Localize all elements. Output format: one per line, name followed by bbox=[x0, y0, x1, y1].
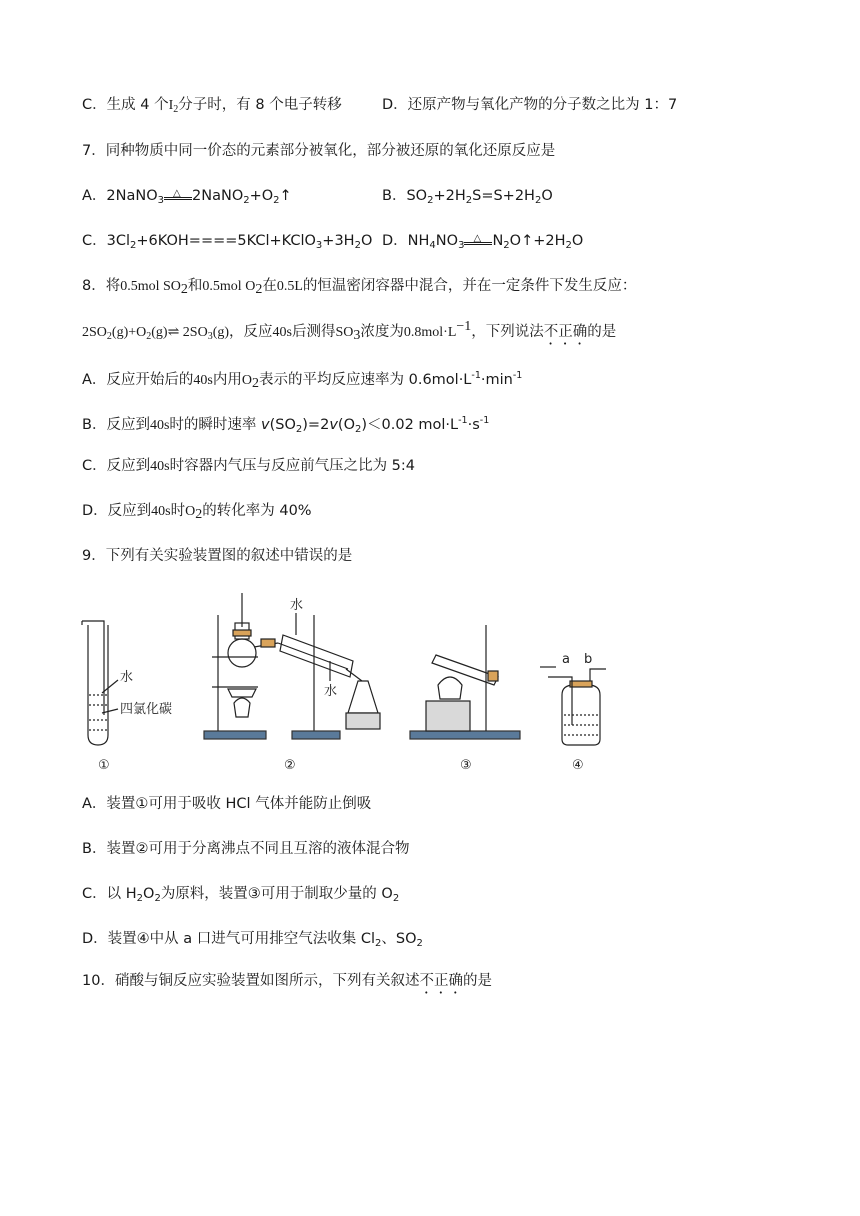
q7-option-d: D．$NH_4NO_3$ △ $N_2O↑+2H_2O$ bbox=[382, 233, 584, 251]
q8-stem-line2: $2SO_2(g)+O_2(g)\rightleftharpoons$ $2SO_3(g)$，反应40s后测得$SO_3$浓度为$0.8mol\cdot L^{-1}$，下列说法不正确的是 bbox=[82, 319, 617, 343]
q6-option-c: C．生成 4 个$I_2$分子时，有 8 个电子转移 bbox=[82, 97, 342, 115]
label-water-side: 水 bbox=[324, 684, 338, 699]
heat-condition-icon: △ bbox=[164, 187, 192, 201]
figure-label-1: ① bbox=[98, 758, 110, 773]
q9-option-b: B．装置②可用于分离沸点不同且互溶的液体混合物 bbox=[82, 841, 410, 857]
label-ccl4: 四氯化碳 bbox=[120, 702, 173, 717]
q7-stem: 7．同种物质中同一价态的元素部分被氧化，部分被还原的氧化还原反应是 bbox=[82, 143, 556, 159]
emphasis-not-correct: 不正确 bbox=[543, 324, 588, 340]
q9-option-d: D．装置④中从 a 口进气可用排空气法收集 $Cl_2$、$SO_2$ bbox=[82, 931, 423, 949]
figure-label-3: ③ bbox=[460, 758, 472, 773]
q9-apparatus-figure bbox=[78, 585, 608, 775]
apparatus-4-gas-bottle bbox=[540, 667, 606, 745]
figure-label-2: ② bbox=[284, 758, 296, 773]
apparatus-2-distillation bbox=[204, 593, 380, 739]
q8-option-a: A．反应开始后的40s内用$O_2$表示的平均反应速率为 $0.6mol\cdot L^{-1}\cdot\min^{-1}$ bbox=[82, 370, 523, 391]
q10-stem: 10．硝酸与铜反应实验装置如图所示，下列有关叙述不正确的是 bbox=[82, 973, 492, 989]
label-water-top: 水 bbox=[290, 598, 304, 613]
label-port-a: a bbox=[562, 652, 570, 667]
q7-option-c: C．$3Cl_2+6KOH====5KCl+KClO_3+3H_2O$ bbox=[82, 233, 373, 251]
q8-option-d: D．反应到40s时$O_2$的转化率为 40% bbox=[82, 503, 312, 522]
q6-option-d: D．还原产物与氧化产物的分子数之比为 1：7 bbox=[382, 97, 678, 113]
label-water: 水 bbox=[120, 670, 134, 685]
q7-option-b: B．$SO_2+2H_2S=S+2H_2O$ bbox=[382, 188, 553, 206]
apparatus-3-heating bbox=[410, 625, 520, 739]
emphasis-not-correct: 不正确 bbox=[419, 973, 463, 989]
q9-stem: 9．下列有关实验装置图的叙述中错误的是 bbox=[82, 548, 353, 564]
q9-option-a: A．装置①可用于吸收 HCl 气体并能防止倒吸 bbox=[82, 796, 372, 812]
q8-stem-line1: 8．将0.5mol $SO_2$和0.5mol $O_2$在0.5L的恒温密闭容器中混合，并在一定条件下发生反应： bbox=[82, 278, 637, 297]
q8-option-c: C．反应到40s时容器内气压与反应前气压之比为 5:4 bbox=[82, 458, 416, 474]
heat-condition-icon: △ bbox=[464, 232, 492, 246]
label-port-b: b bbox=[584, 652, 593, 667]
q9-option-c: C．以 $H_2O_2$为原料，装置③可用于制取少量的 $O_2$ bbox=[82, 886, 400, 904]
apparatus-1-test-tube bbox=[82, 621, 118, 745]
q8-option-b: B．反应到40s时的瞬时速率 $v(SO_2)=2v(O_2)<0.02$ $mol\cdot L^{-1}\cdot s^{-1}$ bbox=[82, 415, 490, 435]
q7-option-a: A．2NaNO$_3$ △ $2NaNO_2+O_2↑$ bbox=[82, 188, 292, 206]
q8-equation: $2SO_2(g)+O_2(g)\rightleftharpoons$ $2SO_3(g)$ bbox=[82, 325, 230, 342]
figure-label-4: ④ bbox=[572, 758, 584, 773]
